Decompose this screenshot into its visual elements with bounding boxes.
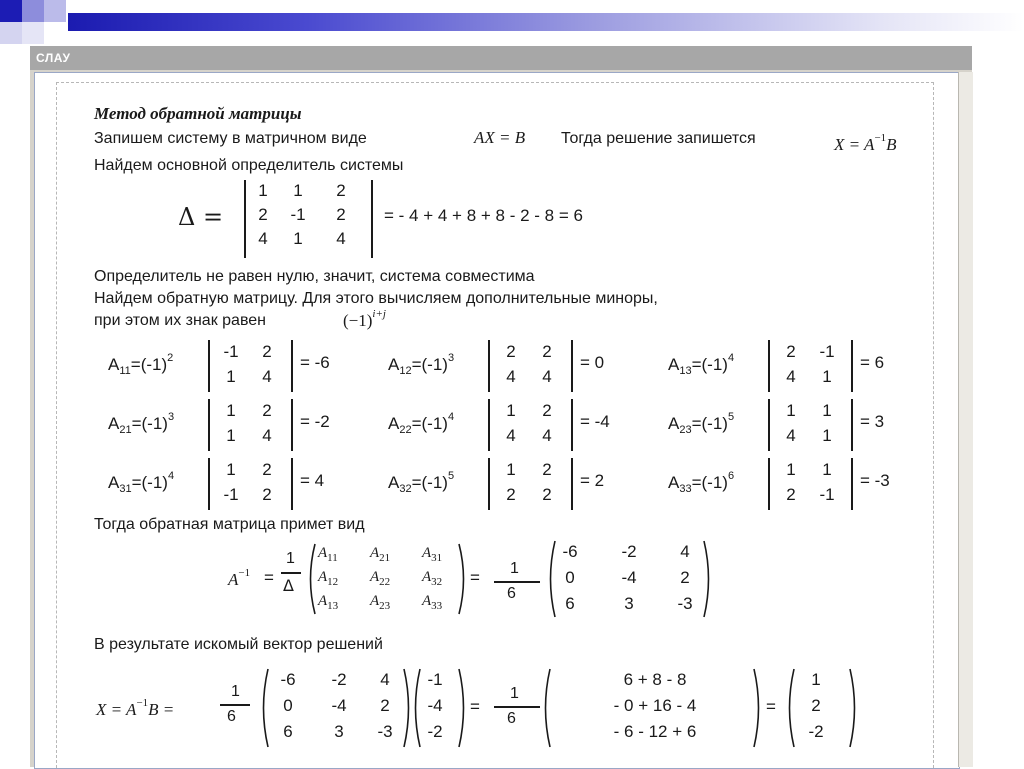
matrix-cell: 2 [786,342,796,361]
matrix-cell: 1 [506,460,516,479]
matrix-cell: 2 [542,460,552,479]
det-bar [768,458,770,510]
heading: Метод обратной матрицы [94,104,302,123]
minor-result: = 3 [860,412,885,431]
det-bar [488,458,490,510]
text-line: Найдем обратную матрицу. Для этого вычисляем дополнительные миноры, [94,290,658,307]
det-bar [208,458,210,510]
matrix-cell: 2 [506,342,516,361]
minor-result: = -3 [860,471,890,490]
matrix-cell: 1 [258,181,268,200]
matrix-cell: 1 [822,460,832,479]
matrix-cell: 4 [786,367,796,386]
fraction-line [220,704,250,706]
det-bar [768,340,770,392]
matrix-cell: 4 [786,426,796,445]
text-line: Тогда обратная матрица примет вид [94,516,365,533]
matrix-cell: 2 [258,205,268,224]
minor-label: $A_{11}=(-1)^2$ [108,352,174,377]
matrix-cell: 4 [506,426,516,445]
minor-label: $A_{22}=(-1)^4$ [388,411,455,436]
matrix-cell: -6 [280,670,296,689]
matrix-cell: 4 [336,229,346,248]
det-bar [851,399,853,451]
matrix-cell: -4 [331,696,347,715]
text-line: при этом их знак равен [94,312,266,329]
matrix-cell: 2 [542,342,552,361]
matrix-cell: 2 [542,485,552,504]
matrix-cell: 1 [822,367,832,386]
equals: = [766,697,776,716]
matrix-cell: 1 [822,426,832,445]
matrix-cell: 6 [565,594,575,613]
equals: = [470,697,480,716]
decor-square [22,0,44,22]
det-bar [291,458,293,510]
decor-gradient-bar [68,13,1024,31]
right-paren [457,668,469,748]
adjugate-cell: $A_{33}$ [422,593,443,612]
matrix-cell: -3 [377,722,393,741]
fraction-den: 6 [227,708,236,725]
minor-result: = 6 [860,353,885,372]
left-paren [258,668,270,748]
decor-square [0,22,22,44]
minor-label: $A_{31}=(-1)^4$ [108,470,175,495]
matrix-cell: 4 [380,670,390,689]
right-paren [848,668,860,748]
det-bar [371,180,373,258]
fraction-line [281,572,301,574]
matrix-cell: 2 [506,485,516,504]
adjugate-cell: $A_{23}$ [370,593,391,612]
matrix-cell: 2 [380,696,390,715]
minor-result: = 0 [580,353,605,372]
matrix-cell: 1 [226,401,236,420]
det-bar [851,458,853,510]
matrix-cell: 4 [506,367,516,386]
matrix-cell: 1 [226,367,236,386]
minor-label: $A_{32}=(-1)^5$ [388,470,455,495]
text-line: Тогда решение запишется [561,130,756,147]
right-paren [752,668,764,748]
matrix-cell: - 0 + 16 - 4 [613,696,697,715]
minor-result: = 2 [580,471,605,490]
fraction-num: 1 [286,550,295,567]
matrix-cell: -1 [223,342,239,361]
matrix-cell: 1 [822,401,832,420]
matrix-cell: 6 [283,722,293,741]
delta-symbol: Δ = [178,203,224,231]
text-line: Запишем систему в матричном виде [94,130,367,147]
matrix-cell: 2 [786,485,796,504]
det-bar [488,399,490,451]
equals: = [264,568,274,587]
det-bar [208,399,210,451]
matrix-cell: 3 [334,722,344,741]
equation: $X = A^{-1}B$ [834,132,897,154]
matrix-cell: 6 + 8 - 8 [623,670,687,689]
matrix-cell: 2 [262,485,272,504]
det-bar [571,340,573,392]
adjugate-cell: $A_{12}$ [318,569,339,588]
left-paren [305,543,317,615]
matrix-cell: 1 [811,670,821,689]
fraction-line [494,581,540,583]
det-bar [291,399,293,451]
matrix-cell: -4 [621,568,637,587]
equals: = [470,568,480,587]
matrix-cell: -1 [819,342,835,361]
adjugate-cell: $A_{11}$ [318,545,338,564]
matrix-cell: 4 [680,542,690,561]
right-paren [702,540,714,618]
right-paren [457,543,469,615]
minor-label: $A_{12}=(-1)^3$ [388,352,455,377]
matrix-cell: 2 [336,181,346,200]
fraction-den: Δ [283,576,294,595]
minor-result: = 4 [300,471,325,490]
matrix-cell: 3 [624,594,634,613]
det-bar [208,340,210,392]
adjugate-cell: $A_{32}$ [422,569,443,588]
decor-square [22,22,44,44]
decor-square [0,0,22,22]
minor-label: $A_{23}=(-1)^5$ [668,411,735,436]
matrix-cell: 2 [262,342,272,361]
minor-result: = -4 [580,412,610,431]
matrix-cell: -1 [427,670,443,689]
det-bar [571,399,573,451]
fraction-num: 1 [510,560,519,577]
matrix-cell: 2 [680,568,690,587]
det-result: = - 4 + 4 + 8 + 8 - 2 - 8 = 6 [384,206,583,225]
matrix-cell: 1 [786,460,796,479]
matrix-cell: -2 [621,542,637,561]
matrix-cell: 1 [506,401,516,420]
minor-result: = -2 [300,412,330,431]
matrix-cell: 1 [293,181,303,200]
matrix-cell: -1 [290,205,306,224]
decor-square [44,0,66,22]
matrix-cell: 1 [226,460,236,479]
text-line: Найдем основной определитель системы [94,157,404,174]
text-line: В результате искомый вектор решений [94,636,383,653]
inverse-lhs: $A^{-1}$ [228,567,251,589]
minor-label: $A_{33}=(-1)^6$ [668,470,735,495]
matrix-cell: 2 [811,696,821,715]
matrix-cell: 4 [258,229,268,248]
matrix-cell: 4 [262,367,272,386]
fraction-line [494,706,540,708]
adjugate-cell: $A_{21}$ [370,545,391,564]
text-line: Определитель не равен нулю, значит, система совместима [94,268,535,285]
fraction-den: 6 [507,585,516,602]
fraction-num: 1 [231,683,240,700]
matrix-cell: 2 [262,460,272,479]
left-paren [540,668,552,748]
matrix-cell: -2 [331,670,347,689]
equation: AX = B [474,128,526,147]
matrix-cell: 1 [226,426,236,445]
matrix-cell: 0 [565,568,575,587]
window-title: СЛАУ [36,51,71,65]
adjugate-cell: $A_{22}$ [370,569,391,588]
minor-label: $A_{13}=(-1)^4$ [668,352,735,377]
matrix-cell: 2 [336,205,346,224]
matrix-cell: -4 [427,696,443,715]
window-titlebar [30,46,972,70]
matrix-cell: -2 [427,722,443,741]
matrix-cell: -3 [677,594,693,613]
matrix-cell: 4 [542,426,552,445]
det-bar [768,399,770,451]
minor-result: = -6 [300,353,330,372]
matrix-cell: -2 [808,722,824,741]
matrix-cell: 4 [542,367,552,386]
adjugate-cell: $A_{13}$ [318,593,339,612]
det-bar [571,458,573,510]
matrix-cell: 2 [542,401,552,420]
fraction-num: 1 [510,685,519,702]
left-paren [784,668,796,748]
det-bar [291,340,293,392]
matrix-cell: - 6 - 12 + 6 [613,722,697,741]
sign-formula: $(-1)^{i+j}$ [343,308,386,330]
fraction-den: 6 [507,710,516,727]
matrix-cell: 0 [283,696,293,715]
matrix-cell: -1 [223,485,239,504]
matrix-cell: -6 [562,542,578,561]
det-bar [488,340,490,392]
content-frame [56,82,934,768]
matrix-cell: 4 [262,426,272,445]
minor-label: $A_{21}=(-1)^3$ [108,411,175,436]
scrollbar[interactable] [958,72,973,767]
adjugate-cell: $A_{31}$ [422,545,443,564]
matrix-cell: 1 [786,401,796,420]
det-bar [851,340,853,392]
matrix-cell: -1 [819,485,835,504]
matrix-cell: 2 [262,401,272,420]
solution-lhs: $X = A^{-1}B$ = [96,697,175,719]
matrix-cell: 1 [293,229,303,248]
